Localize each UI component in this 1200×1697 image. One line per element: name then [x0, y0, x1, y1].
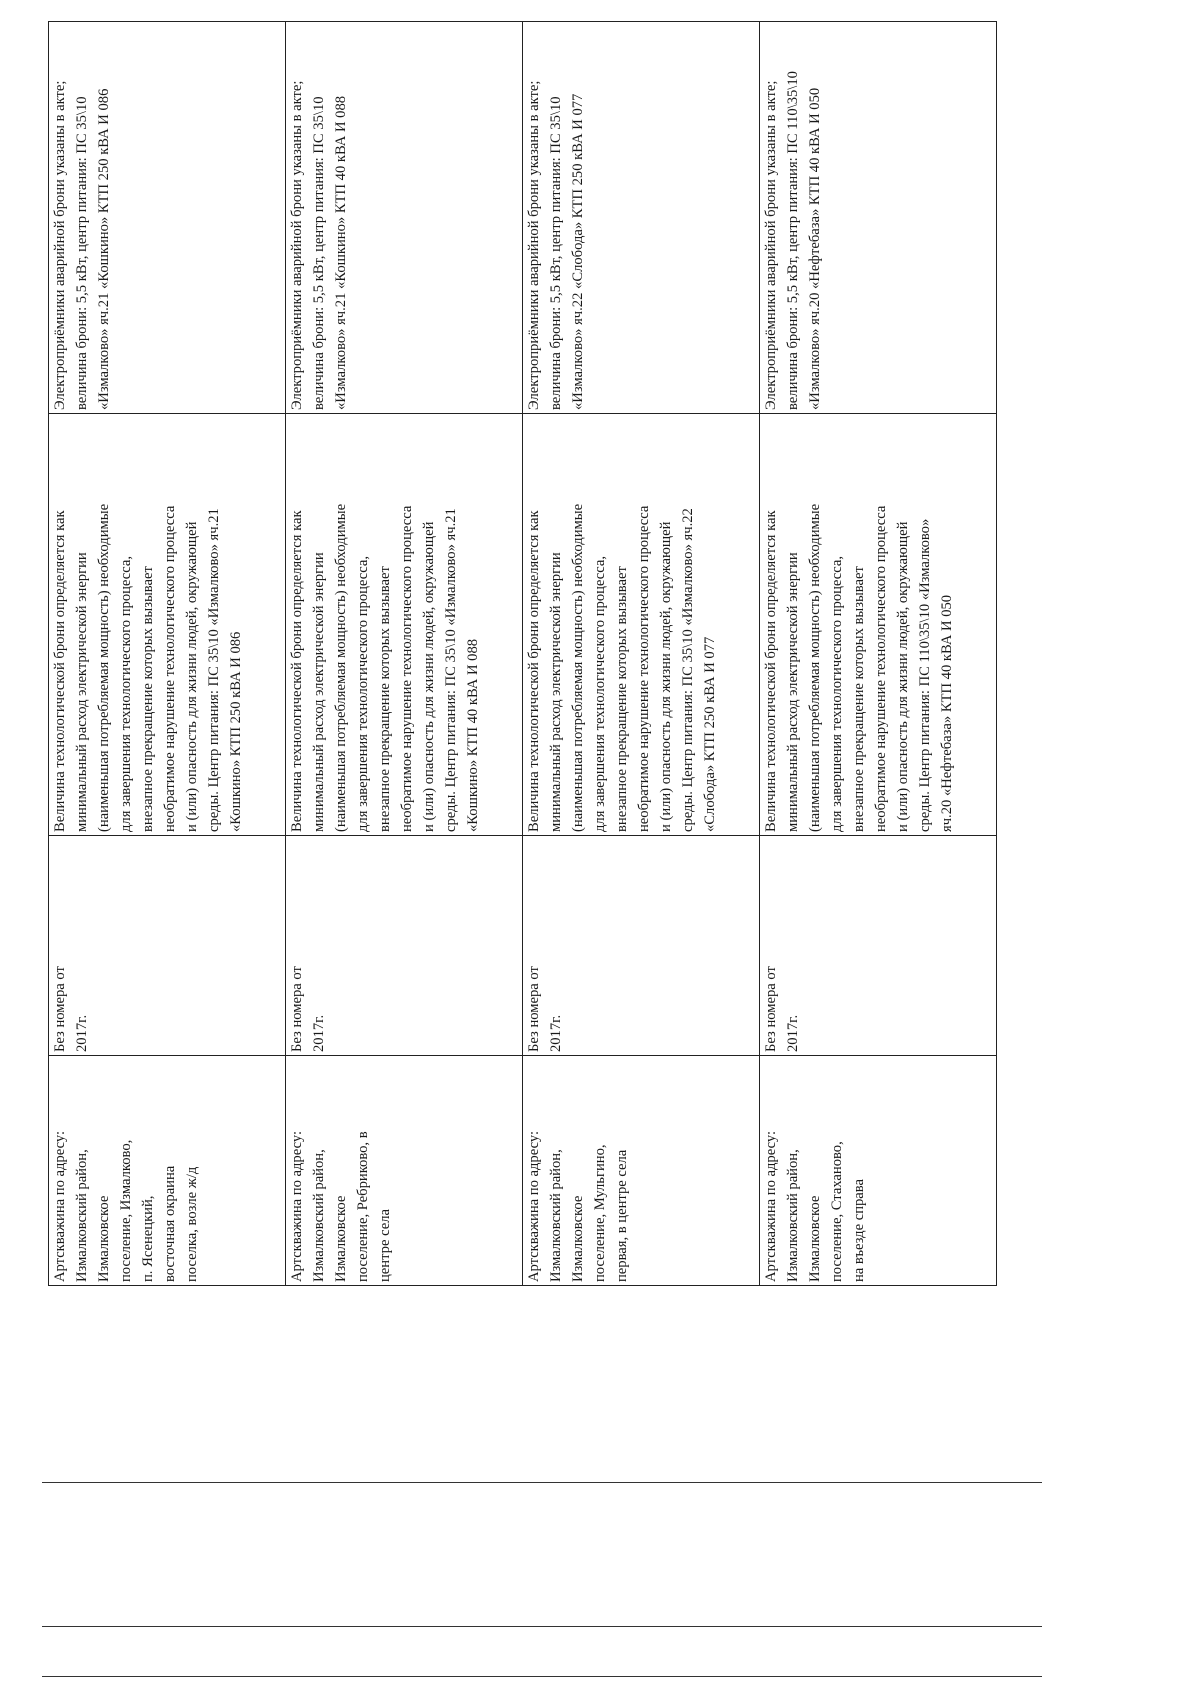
cell-text-line: Электроприёмники аварийной брони указаны в акте;: [526, 80, 542, 410]
cell-text-line: яч.20 «Нефтебаза» КТП 40 кВА И 050: [939, 594, 955, 832]
address-cell: [760, 1056, 997, 1286]
cell-text-line: «Кошкино» КТП 40 кВА И 088: [465, 638, 481, 832]
cell-text-line: поселение, Мульгино,: [592, 1144, 608, 1282]
emergency-reserve-cell: [760, 22, 997, 414]
tech-reserve-cell: [760, 414, 997, 836]
cell-text-line: Артскважина по адресу:: [52, 1130, 68, 1282]
cell-text-line: Измалковский район,: [74, 1149, 90, 1282]
cell-text-line: Электроприёмники аварийной брони указаны в акте;: [289, 80, 305, 410]
emergency-reserve-cell: [49, 22, 286, 414]
cell-text-line: и (или) опасность для жизни людей, окружающей: [895, 521, 911, 832]
table-body: [49, 22, 997, 1286]
cell-text-line: внезапное прекращение которых вызывает: [140, 566, 156, 832]
emergency-reserve-cell: [286, 22, 523, 414]
tech-reserve-cell: [49, 414, 286, 836]
cell-text-line: «Кошкино» КТП 250 кВА И 086: [228, 631, 244, 832]
cell-text-line: (наименьшая потребляемая мощность) необходимые: [807, 503, 823, 832]
tech-reserve-cell: [286, 414, 523, 836]
cell-text-line: центре села: [377, 1209, 393, 1282]
cell-text-line: Артскважина по адресу:: [289, 1130, 305, 1282]
cell-text-line: среды. Центр питания: ПС 35\10 «Измалково» яч.21: [443, 508, 459, 832]
cell-text-line: Без номера от: [526, 966, 542, 1052]
rotated-table-wrapper: [48, 50, 1008, 1286]
cell-text-line: Электроприёмники аварийной брони указаны в акте;: [763, 80, 779, 410]
cell-text-line: поселение, Измалково,: [118, 1139, 134, 1282]
cell-text-line: и (или) опасность для жизни людей, окружающей: [658, 521, 674, 832]
cell-text-line: необратимое нарушение технологического процесса: [636, 505, 652, 832]
cell-text-line: Величина технологической брони определяется как: [289, 510, 305, 832]
cell-text-line: Измалковское: [807, 1195, 823, 1282]
cell-text-line: первая, в центре села: [614, 1149, 630, 1282]
cell-text-line: Измалковский район,: [548, 1149, 564, 1282]
cell-text-line: среды. Центр питания: ПС 35\10 «Измалково» яч.21: [206, 508, 222, 832]
cell-text-line: «Измалково» яч.21 «Кошкино» КТП 250 кВА И 086: [96, 88, 112, 410]
cell-text-line: «Измалково» яч.20 «Нефтебаза» КТП 40 кВА И 050: [807, 87, 823, 410]
cell-text-line: Электроприёмники аварийной брони указаны в акте;: [52, 80, 68, 410]
table-row: [49, 22, 286, 1286]
cell-text-line: необратимое нарушение технологического процесса: [873, 505, 889, 832]
cell-text-line: необратимое нарушение технологического процесса: [399, 505, 415, 832]
cell-text-line: «Измалково» яч.22 «Слобода» КТП 250 кВА И 077: [570, 93, 586, 410]
address-cell: [286, 1056, 523, 1286]
cell-text-line: Величина технологической брони определяется как: [526, 510, 542, 832]
act-cell: [523, 836, 760, 1056]
cell-text-line: Артскважина по адресу:: [526, 1130, 542, 1282]
cell-text-line: внезапное прекращение которых вызывает: [614, 566, 630, 832]
cell-text-line: для завершения технологического процесса,: [355, 555, 371, 832]
act-cell: [49, 836, 286, 1056]
cell-text-line: Измалковское: [333, 1195, 349, 1282]
cell-text-line: п. Ясенецкий,: [140, 1195, 156, 1282]
act-cell: [286, 836, 523, 1056]
cell-text-line: 2017г.: [74, 1014, 90, 1052]
cell-text-line: Измалковское: [570, 1195, 586, 1282]
cell-text-line: среды. Центр питания: ПС 110\35\10 «Измалково»: [917, 518, 933, 832]
cell-text-line: для завершения технологического процесса,: [118, 555, 134, 832]
cell-text-line: поселение, Стаханово,: [829, 1141, 845, 1282]
cell-text-line: величина брони: 5,5 кВт, центр питания: ПС 35\10: [74, 96, 90, 410]
cell-text-line: и (или) опасность для жизни людей, окружающей: [184, 521, 200, 832]
cell-text-line: минимальный расход электрической энергии: [548, 552, 564, 832]
cell-text-line: минимальный расход электрической энергии: [785, 552, 801, 832]
power-reserve-table: [48, 21, 997, 1286]
cell-text-line: «Измалково» яч.21 «Кошкино» КТП 40 кВА И 088: [333, 95, 349, 410]
cell-text-line: минимальный расход электрической энергии: [311, 552, 327, 832]
cell-text-line: для завершения технологического процесса,: [592, 555, 608, 832]
cell-text-line: минимальный расход электрической энергии: [74, 552, 90, 832]
act-cell: [760, 836, 997, 1056]
table-row: [523, 22, 760, 1286]
cell-text-line: «Слобода» КТП 250 кВА И 077: [702, 636, 718, 832]
address-cell: [523, 1056, 760, 1286]
cell-text-line: Артскважина по адресу:: [763, 1130, 779, 1282]
divider-line-3: [42, 1676, 1042, 1677]
cell-text-line: Без номера от: [763, 966, 779, 1052]
cell-text-line: величина брони: 5,5 кВт, центр питания: ПС 35\10: [548, 96, 564, 410]
tech-reserve-cell: [523, 414, 760, 836]
cell-text-line: (наименьшая потребляемая мощность) необходимые: [570, 503, 586, 832]
cell-text-line: среды. Центр питания: ПС 35\10 «Измалково» яч.22: [680, 508, 696, 832]
cell-text-line: Величина технологической брони определяется как: [52, 510, 68, 832]
cell-text-line: необратимое нарушение технологического процесса: [162, 505, 178, 832]
cell-text-line: внезапное прекращение которых вызывает: [851, 566, 867, 832]
cell-text-line: поселка, возле ж/д: [184, 1166, 200, 1282]
emergency-reserve-cell: [523, 22, 760, 414]
cell-text-line: 2017г.: [548, 1014, 564, 1052]
cell-text-line: (наименьшая потребляемая мощность) необходимые: [333, 503, 349, 832]
cell-text-line: Измалковский район,: [311, 1149, 327, 1282]
cell-text-line: Без номера от: [289, 966, 305, 1052]
cell-text-line: (наименьшая потребляемая мощность) необходимые: [96, 503, 112, 832]
cell-text-line: величина брони: 5,5 кВт, центр питания: ПС 110\35\10: [785, 71, 801, 410]
cell-text-line: для завершения технологического процесса,: [829, 555, 845, 832]
cell-text-line: Измалковское: [96, 1195, 112, 1282]
cell-text-line: величина брони: 5,5 кВт, центр питания: ПС 35\10: [311, 96, 327, 410]
divider-line-2: [42, 1626, 1042, 1627]
divider-line-1: [42, 1482, 1042, 1483]
cell-text-line: 2017г.: [785, 1014, 801, 1052]
cell-text-line: Без номера от: [52, 966, 68, 1052]
cell-text-line: на въезде справа: [851, 1179, 867, 1282]
cell-text-line: и (или) опасность для жизни людей, окружающей: [421, 521, 437, 832]
address-cell: [49, 1056, 286, 1286]
cell-text-line: Величина технологической брони определяется как: [763, 510, 779, 832]
cell-text-line: Измалковский район,: [785, 1149, 801, 1282]
cell-text-line: 2017г.: [311, 1014, 327, 1052]
table-row: [286, 22, 523, 1286]
cell-text-line: восточная окраина: [162, 1165, 178, 1282]
cell-text-line: поселение, Ребриково, в: [355, 1131, 371, 1282]
table-row: [760, 22, 997, 1286]
cell-text-line: внезапное прекращение которых вызывает: [377, 566, 393, 832]
